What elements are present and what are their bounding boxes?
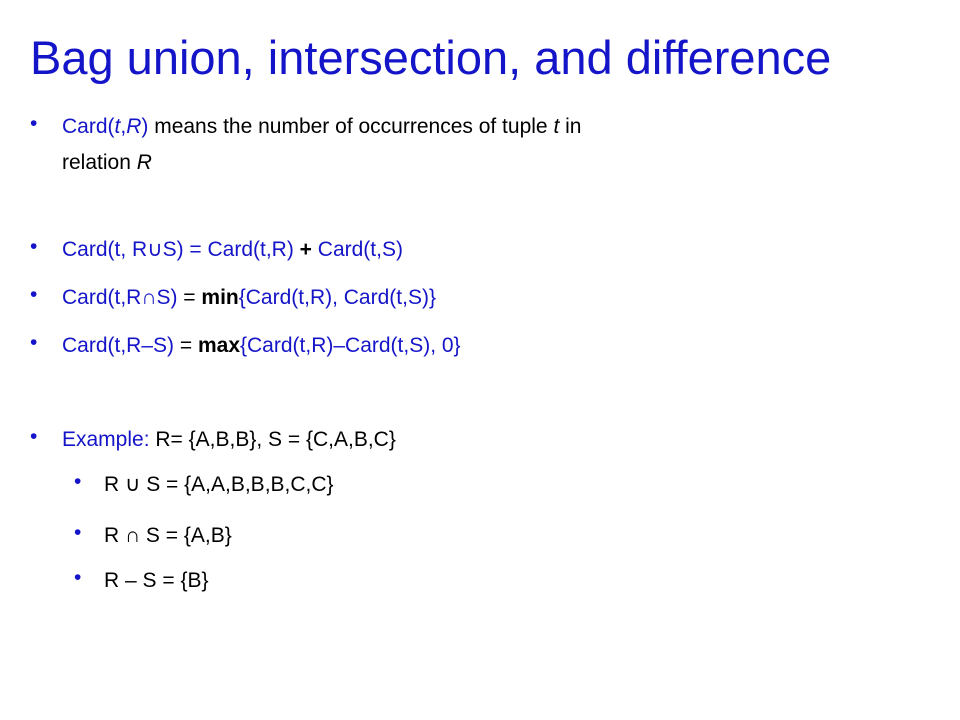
min-function: min [201, 286, 239, 309]
example-sets: R= {A,B,B}, S = {C,A,B,C} [155, 428, 396, 451]
bullet-difference-rule [62, 331, 461, 361]
text-fragment: in [559, 115, 582, 138]
sub-bullet-difference-example: R – S = {B} [104, 569, 209, 592]
text-fragment: Card(t,S) [311, 238, 403, 261]
max-function: max [197, 334, 240, 357]
bullet-marker: • [30, 283, 38, 306]
equals-sign: = [179, 334, 198, 357]
bullet-example [62, 425, 396, 455]
text-fragment: relation [62, 151, 137, 174]
text-fragment: Example: [62, 428, 156, 451]
bullet-union-rule [62, 235, 403, 265]
bullet-card-definition-line2 [62, 148, 152, 178]
text-fragment: Card(t, R [62, 238, 148, 261]
bullet-marker: • [30, 112, 38, 135]
intersection-symbol: ∩ [141, 286, 157, 309]
union-symbol: ∪ [147, 238, 163, 261]
var-t: t [553, 115, 560, 138]
slide-title: Bag union, intersection, and difference [30, 31, 832, 84]
var-R: R [136, 151, 152, 174]
equals-sign: = [183, 286, 202, 309]
text-fragment: {Card(t,R), Card(t,S)} [238, 286, 436, 309]
bullet-card-definition [62, 112, 581, 142]
text-fragment: S) = Card(t,R) [162, 238, 300, 261]
bullet-marker: • [30, 331, 38, 354]
sub-bullet-marker: • [74, 566, 82, 589]
var-t: t [114, 115, 121, 138]
bullet-marker: • [30, 425, 38, 448]
bullet-intersection-rule [62, 283, 436, 313]
text-fragment: Card(t,R–S) [62, 334, 180, 357]
text-fragment: ) [141, 115, 149, 138]
sub-bullet-union-example: R ∪ S = {A,A,B,B,B,C,C} [104, 473, 334, 496]
sub-bullet-marker: • [74, 521, 82, 544]
text-fragment: {Card(t,R)–Card(t,S), 0} [240, 334, 461, 357]
text-fragment: means the number of occurrences of tuple [148, 115, 554, 138]
text-fragment: S) [156, 286, 184, 309]
plus-operator: + [299, 238, 312, 261]
var-R: R [126, 115, 142, 138]
bullet-marker: • [30, 235, 38, 258]
text-fragment: Card(t,R [62, 286, 142, 309]
sub-bullet-marker: • [74, 470, 82, 493]
text-fragment: , [120, 115, 127, 138]
text-fragment: Card( [62, 115, 115, 138]
sub-bullet-intersection-example: R ∩ S = {A,B} [104, 524, 232, 547]
